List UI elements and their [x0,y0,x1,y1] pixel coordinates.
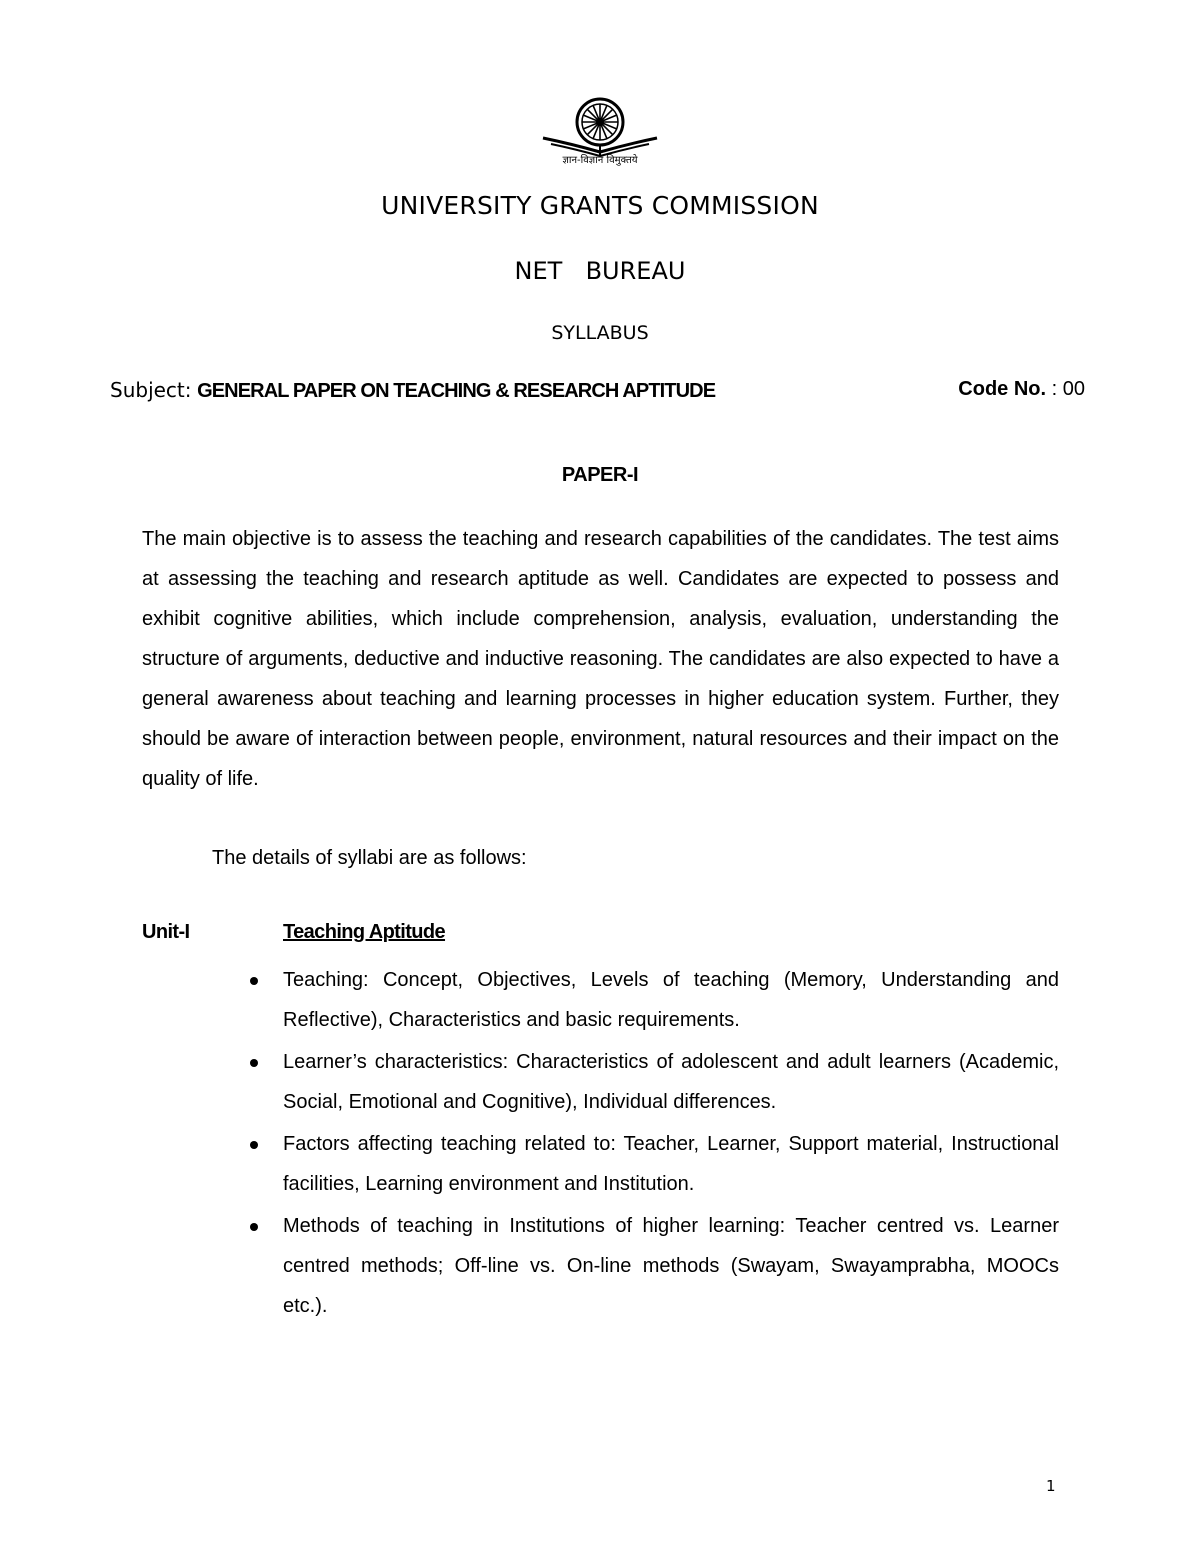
list-item [283,1206,1059,1326]
list-item [283,1042,1059,1122]
organization-title: UNIVERSITY GRANTS COMMISSION [381,191,819,220]
logo-caption: ज्ञान-विज्ञान विमुक्तये [562,155,638,166]
code-label: Code No. [958,378,1047,400]
list-item [283,1124,1059,1204]
intro-paragraph: The main objective is to assess the teaching and research capabilities of the candidates. The test aims at assessing the teaching and research aptitude as well. Candidates are expected to possess and exhibit cognitive abilities, which include comprehension, analysis, evaluation, understanding the structure of arguments, deductive and inductive reasoning. The candidates are also expected to have a general awareness about teaching and learning processes in higher education system. Further, they should be aware of interaction between people, environment, natural resources and their impact on the quality of life. [142,528,1059,790]
subject-line [110,378,1085,408]
page-number: 1 [1046,1477,1056,1495]
bullet-text: Learner’s characteristics: Characteristics of adolescent and adult learners (Academic, Social, Emotional and Cognitive), Individual differences. [283,1051,1059,1113]
bullet-icon [250,1223,258,1231]
subject-text: GENERAL PAPER ON TEACHING & RESEARCH APTITUDE [197,380,716,402]
bullet-icon [250,1141,258,1149]
bullet-icon [250,977,258,985]
unit-label: Unit-I [142,921,190,943]
bullet-icon [250,1059,258,1067]
paper-heading: PAPER-I [561,464,639,486]
details-line: The details of syllabi are as follows: [212,847,527,869]
list-item [283,960,1059,1040]
ugc-logo [537,92,663,170]
unit-bullet-list [283,960,1059,1328]
code-number [958,378,1085,401]
bullet-text: Factors affecting teaching related to: Teacher, Learner, Support material, Instructional facilities, Learning environment and Institution. [283,1133,1059,1195]
bullet-text: Methods of teaching in Institutions of higher learning: Teacher centred vs. Learner centred methods; Off-line vs. On-line methods (Swayam, Swayamprabha, MOOCs etc.). [283,1215,1059,1317]
unit-title: Teaching Aptitude [283,921,446,943]
bureau-title: NET BUREAU [514,257,686,285]
syllabus-title: SYLLABUS [551,322,649,344]
subject-label: Subject: [110,378,192,402]
code-value: : 00 [1046,378,1085,400]
bullet-text: Teaching: Concept, Objectives, Levels of teaching (Memory, Understanding and Reflective), Characteristics and basic requirements. [283,969,1059,1031]
